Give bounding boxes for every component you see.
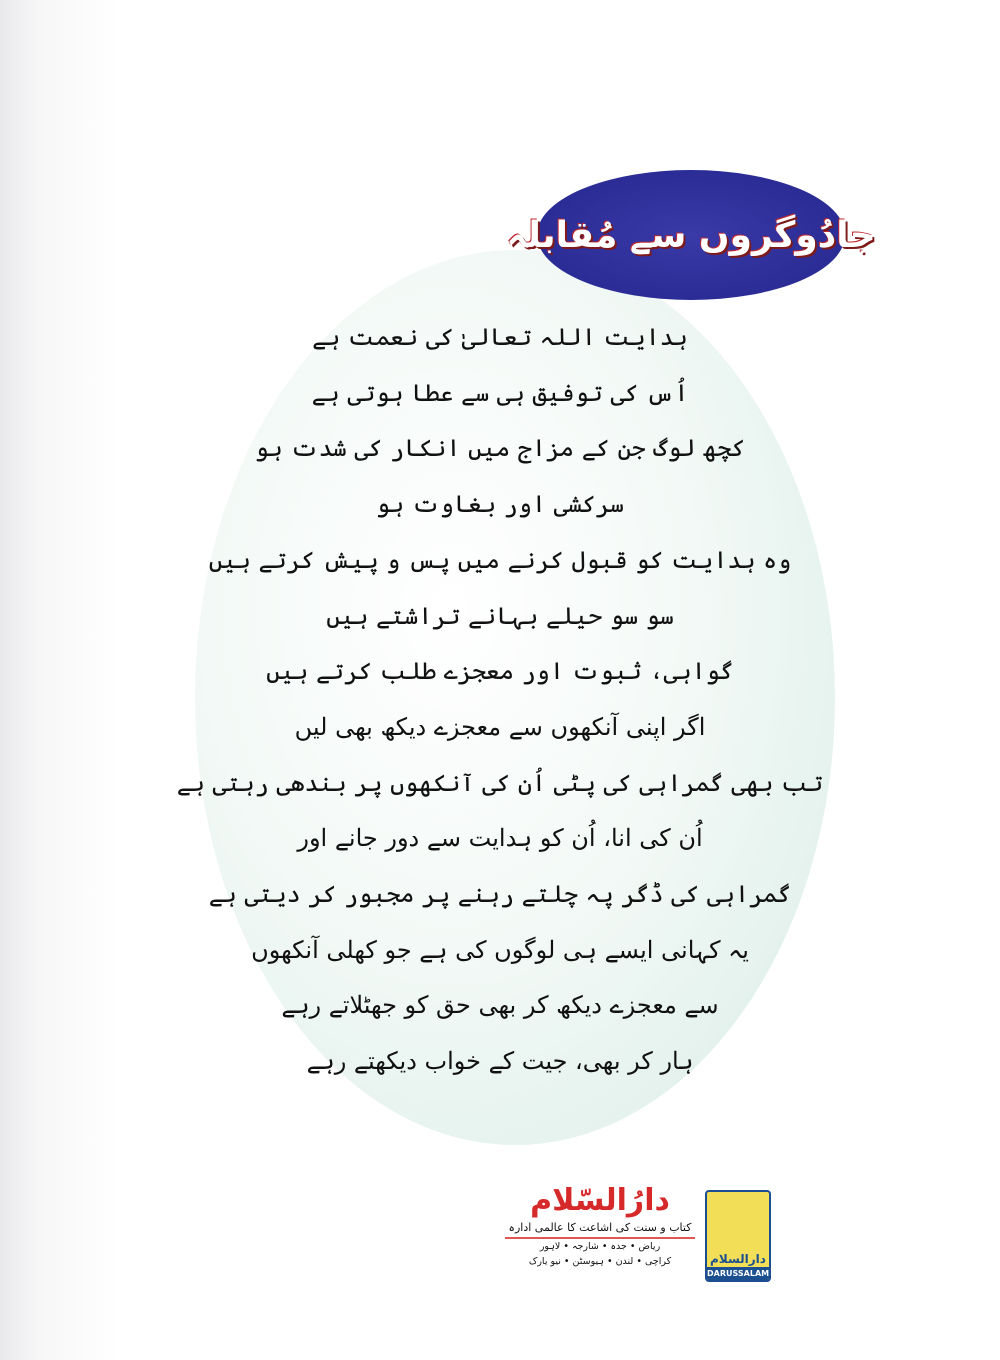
publisher-tagline: کتاب و سنت کی اشاعت کا عالمی ادارہ [505, 1220, 695, 1239]
poem-line: اُس کی توفیق ہی سے عطا ہوتی ہے [311, 378, 689, 407]
poem-line: اُن کی انا، اُن کو ہدایت سے دور جانے اور [297, 824, 703, 853]
publisher-name: دارُالسّلام [530, 1183, 670, 1218]
publisher-logo [705, 1190, 771, 1282]
publisher-cities: ریاض • جدہ • شارجہ • لاہور [539, 1241, 661, 1252]
poem-line: وہ ہدایت کو قبول کرنے میں پس و پیش کرتے ہیں [208, 545, 792, 574]
poem [60, 310, 940, 1090]
logo-english-text: DARUSSALAM [707, 1269, 770, 1278]
logo-arabic-text: دارالسلام [710, 1252, 766, 1266]
poem-line: یہ کہانی ایسے ہی لوگوں کی ہے جو کھلی آنکھوں [251, 935, 749, 964]
poem-line: سرکشی اور بغاوت ہو [376, 490, 624, 519]
poem-line: کچھ لوگ جن کے مزاج میں انکار کی شدت ہو [254, 434, 746, 463]
page-title: جادُوگروں سے مُقابلہ [506, 214, 876, 256]
publisher-cities: کراچی • لندن • ہیوسٹن • نیو یارک [528, 1256, 672, 1267]
poem-line: اگر اپنی آنکھوں سے معجزے دیکھ بھی لیں [294, 712, 706, 741]
poem-line: تب بھی گمراہی کی پٹی اُن کی آنکھوں پر بندھی رہتی ہے [176, 768, 824, 797]
poem-line: گواہی، ثبوت اور معجزے طلب کرتے ہیں [266, 657, 734, 686]
poem-line: سو سو حیلے بہانے تراشتے ہیں [326, 601, 674, 630]
poem-line: گمراہی کی ڈگر پہ چلتے رہنے پر مجبور کر دیتی ہے [208, 880, 792, 909]
poem-line: ہار کر بھی، جیت کے خواب دیکھتے رہے [306, 1047, 694, 1076]
poem-line: سے معجزے دیکھ کر بھی حق کو جھٹلاتے رہے [281, 991, 719, 1020]
title-banner [506, 170, 876, 300]
poem-line: ہدایت اللہ تعالیٰ کی نعمت ہے [312, 323, 688, 351]
publisher-block [505, 1182, 695, 1269]
